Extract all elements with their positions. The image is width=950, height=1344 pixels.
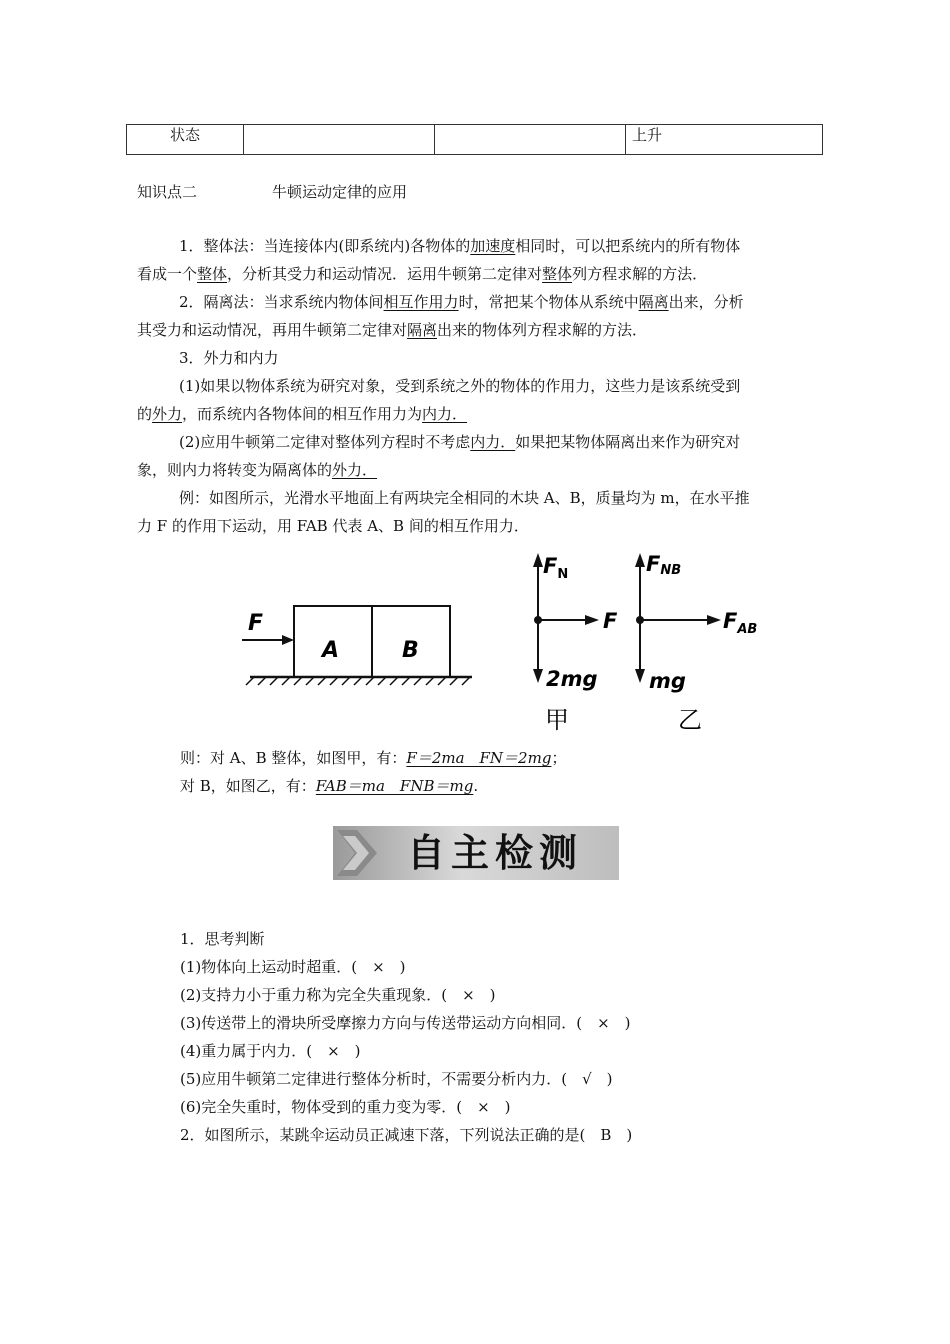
quiz-item: (5)应用牛顿第二定律进行整体分析时，不需要分析内力．( √ ) — [180, 1070, 613, 1088]
section-label: 知识点二 — [137, 183, 198, 201]
state-table — [126, 124, 823, 155]
push-arrowhead — [282, 635, 294, 645]
jia-up-label: $F_N$ — [543, 554, 569, 582]
paragraph-line: 的外力，而系统内各物体间的相互作用力为内力． — [137, 405, 468, 423]
example-line: 力 F 的作用下运动，用 FAB 代表 A、B 间的相互作用力． — [137, 517, 529, 535]
block-b-label: B — [402, 638, 419, 663]
jia-caption: 甲 — [545, 706, 569, 734]
table-row — [127, 125, 823, 155]
paragraph-line: 其受力和运动情况，再用牛顿第二定律对隔离出来的物体列方程求解的方法． — [137, 321, 648, 339]
result-line-jia: 则：对 A、B 整体，如图甲，有：F＝2ma FN＝2mg； — [180, 749, 567, 767]
paragraph-line: 2．隔离法：当求系统内物体间相互作用力时，常把某个物体从系统中隔离出来，分析 — [179, 293, 744, 311]
quiz-item: (1)物体向上运动时超重．( × ) — [180, 958, 406, 976]
point-mass — [534, 616, 542, 624]
yi-right-label: $F_{AB}$ — [723, 609, 758, 637]
block-a-label: A — [322, 638, 340, 663]
example-line: 例：如图所示，光滑水平地面上有两块完全相同的木块 A、B，质量均为 m，在水平推 — [179, 489, 750, 507]
section-title: 牛顿运动定律的应用 — [272, 183, 408, 201]
table-cell — [435, 125, 626, 155]
quiz-item: (2)支持力小于重力称为完全失重现象．( × ) — [180, 986, 496, 1004]
paragraph-line: 象，则内力将转变为隔离体的外力． — [137, 461, 378, 479]
push-force-label: F — [248, 611, 264, 636]
quiz-item: (6)完全失重时，物体受到的重力变为零．( × ) — [180, 1098, 511, 1116]
paragraph-line: (1)如果以物体系统为研究对象，受到系统之外的物体的作用力，这些力是该系统受到 — [179, 377, 741, 395]
paragraph-line: (2)应用牛顿第二定律对整体列方程时不考虑内力．如果把某物体隔离出来作为研究对 — [179, 433, 741, 451]
quiz-item: (3)传送带上的滑块所受摩擦力方向与传送带运动方向相同．( × ) — [180, 1014, 631, 1032]
paragraph-heading: 3．外力和内力 — [179, 349, 279, 367]
jia-right-label: F — [603, 609, 618, 633]
force-diagram-yi — [615, 545, 775, 735]
point-mass — [636, 616, 644, 624]
yi-caption: 乙 — [678, 706, 702, 734]
quiz-question-2: 2．如图所示，某跳伞运动员正减速下落，下列说法正确的是( B ) — [180, 1126, 633, 1144]
table-cell — [244, 125, 435, 155]
table-cell: 上升 — [626, 125, 823, 155]
force-diagram-jia — [515, 545, 630, 735]
quiz-item: (4)重力属于内力．( × ) — [180, 1042, 361, 1060]
banner-title: 自主检测 — [406, 831, 583, 875]
jia-down-label: 2mg — [546, 667, 598, 691]
result-line-yi: 对 B，如图乙，有：FAB＝ma FNB＝mg. — [180, 777, 479, 795]
yi-down-label: mg — [649, 669, 686, 693]
paragraph-line: 1．整体法：当连接体内(即系统内)各物体的加速度相同时，可以把系统内的所有物体 — [179, 237, 741, 255]
table-cell-label: 状态 — [127, 125, 244, 155]
yi-up-label: FNB — [646, 552, 682, 578]
quiz-title: 1．思考判断 — [180, 930, 265, 948]
blocks-figure — [236, 595, 476, 690]
paragraph-line: 看成一个整体，分析其受力和运动情况．运用牛顿第二定律对整体列方程求解的方法． — [137, 265, 708, 283]
